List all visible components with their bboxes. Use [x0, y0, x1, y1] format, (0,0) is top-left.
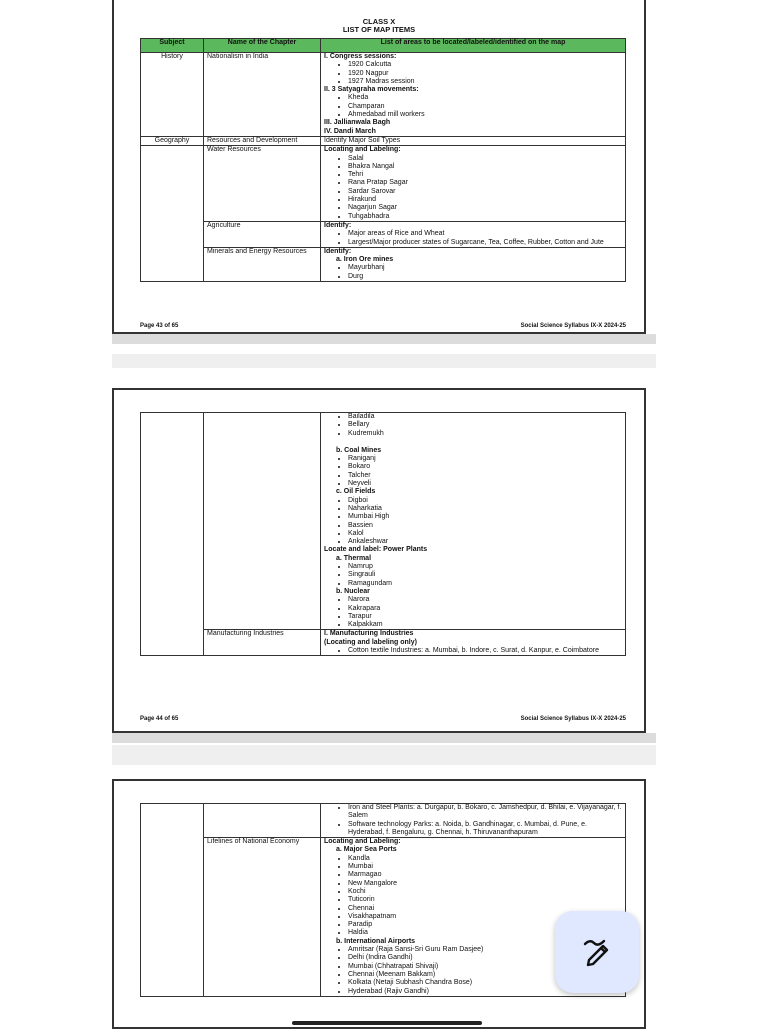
page-gap: [112, 745, 656, 765]
page-title: CLASS X LIST OF MAP ITEMS: [342, 17, 416, 34]
header-areas: List of areas to be located/labeled/identified on the map: [321, 39, 626, 53]
page-footer: [140, 716, 626, 722]
list: [324, 264, 622, 281]
areas-cell: Identify: • Major areas of Rice and Wheat • Largest/Major producer states of Sugarcane, Tea, Coffee, Rubber, Cotton and Jute: [321, 221, 626, 247]
list-item: • Iron and Steel Plants: a. Durgapur, b. Bokaro, c. Jamshedpur, d. Bhilai, e. Vijayanagar, f. Salem: [348, 804, 622, 821]
map-items-table: [140, 803, 626, 997]
list-item: • Kakrapara: [348, 605, 622, 613]
chapter-cell: [204, 804, 321, 838]
list-item: • 1927 Madras session: [348, 78, 622, 86]
list-item: • Rana Pratap Sagar: [348, 179, 622, 187]
list-item: • Tarapur: [348, 613, 622, 621]
areas-cell: Identify: a. Iron Ore mines • Mayurbhanj • Durg: [321, 247, 626, 281]
list: [324, 563, 622, 588]
list: [324, 455, 622, 488]
chapter-cell: Agriculture: [204, 221, 321, 247]
list-item: • Champaran: [348, 103, 622, 111]
page-gap: [112, 334, 656, 344]
list-item: • Bhakra Nangal: [348, 163, 622, 171]
list-item: • Ahmedabad mill workers: [348, 111, 622, 119]
list-item: • Tuhgabhadra: [348, 213, 622, 221]
page-gap: [112, 354, 656, 368]
list-item: • Major areas of Rice and Wheat: [348, 230, 622, 238]
table-row: [141, 53, 626, 137]
areas-cell: Locating and Labeling: a. Major Sea Ports • Kandla • Mumbai • Marmagao • New Mangalore • Kochi • Tuticorin • Chennai • Visakhapatnam • Paradip • Haldia b. International Airports • Amritsar (Raja Sansi-Sri Guru Ram Dasjee) • Delhi (Indira Gandhi) • Mumbai (Chhatrapati Shivaji) • Chennai (Meenam Bakkam) • Kolkata (Netaji Subhash Chandra Bose) • Hyderabad (Rajiv Gandhi): [321, 838, 626, 997]
areas-cell: I. Congress sessions: • 1920 Calcutta • 1920 Nagpur • 1927 Madras session II. 3 Satyagraha movements: • Kheda • Champaran • Ahmedabad mill workers III. Jallianwala Bagh IV. Dandi March: [321, 53, 626, 137]
list-item: • 1920 Calcutta: [348, 61, 622, 69]
annotate-button[interactable]: [555, 911, 639, 993]
document-page-43: [112, 0, 646, 334]
areas-cell: Locating and Labeling: • Salal • Bhakra Nangal • Tehri • Rana Pratap Sagar • Sardar Sarovar • Hirakund • Nagarjun Sagar • Tuhgabhadra: [321, 146, 626, 222]
list-item: • Mumbai (Chhatrapati Shivaji): [348, 963, 622, 971]
map-items-table: [140, 412, 626, 656]
list-item: • Kandla: [348, 855, 622, 863]
list-item: • Delhi (Indira Gandhi): [348, 954, 622, 962]
list-item: • Largest/Major producer states of Sugarcane, Tea, Coffee, Rubber, Cotton and Jute: [348, 239, 622, 247]
list-item: • Visakhapatnam: [348, 913, 622, 921]
list-item: • Kalpakkam: [348, 621, 622, 629]
list-item: • Ankaleshwar: [348, 538, 622, 546]
list: [324, 230, 622, 247]
list-item: • Durg: [348, 273, 622, 281]
list-item: • Kheda: [348, 94, 622, 102]
list-item: • Chennai: [348, 905, 622, 913]
list-item: • Bassien: [348, 522, 622, 530]
areas-cell: • Bailadila • Bellary • Kudremukh b. Coal Mines • Raniganj • Bokaro • Talcher • Neyveli c. Oil Fields • Digboi • Naharkatia • Mumbai High • Bassien • Kalol • Ankaleshwar Locate and label: Power Plants a. Thermal • Namrup • Singrauli • Ramagundam b. Nuclear • Narora • Kakrapara • Tarapur • Kalpakkam: [321, 413, 626, 630]
list-item: • 1920 Nagpur: [348, 70, 622, 78]
table-row: [141, 630, 626, 656]
table-row: [141, 804, 626, 838]
list-item: • Digboi: [348, 497, 622, 505]
list: [324, 61, 622, 86]
list-item: • Naharkatia: [348, 505, 622, 513]
list-item: • Kolkata (Netaji Subhash Chandra Bose): [348, 979, 622, 987]
list-item: • Neyveli: [348, 480, 622, 488]
subject-cell: [141, 804, 204, 997]
subject-cell: History: [141, 53, 204, 137]
chapter-cell: Water Resources: [204, 146, 321, 222]
list-item: • New Mangalore: [348, 880, 622, 888]
list-item: • Software technology Parks: a. Noida, b. Gandhinagar, c. Mumbai, d. Pune, e. Hyderabad, f. Bengaluru, g. Chennai, h. Thiruvananthapuram: [348, 821, 622, 838]
list-item: • Nagarjun Sagar: [348, 204, 622, 212]
list-item: • Ramagundam: [348, 580, 622, 588]
list: [324, 804, 622, 837]
list-item: • Kochi: [348, 888, 622, 896]
chapter-cell: Resources and Development: [204, 136, 321, 145]
list-item: • Kudremukh: [348, 430, 622, 438]
chapter-cell: Manufacturing Industries: [204, 630, 321, 656]
table-row: [141, 136, 626, 145]
list-item: • Narora: [348, 596, 622, 604]
list-item: • Bailadila: [348, 413, 622, 421]
list-item: • Marmagao: [348, 871, 622, 879]
list-item: • Bokaro: [348, 463, 622, 471]
list-item: • Cotton textile Industries: a. Mumbai, b. Indore, c. Surat, d. Kanpur, e. Coimbatore: [348, 647, 622, 655]
list-item: • Mumbai: [348, 863, 622, 871]
list-item: • Paradip: [348, 921, 622, 929]
subject-cell: [141, 413, 204, 656]
chapter-cell: Lifelines of National Economy: [204, 838, 321, 997]
list-item: • Amritsar (Raja Sansi-Sri Guru Ram Dasjee): [348, 946, 622, 954]
footer-title: Social Science Syllabus IX-X 2024-25: [520, 323, 626, 329]
subject-cell: [141, 146, 204, 282]
areas-cell: [321, 804, 626, 838]
chapter-cell: Nationalism in India: [204, 53, 321, 137]
home-indicator[interactable]: [292, 1021, 482, 1025]
page-gap: [112, 733, 656, 743]
list-item: • Mumbai High: [348, 513, 622, 521]
list-item: • Tehri: [348, 171, 622, 179]
list-item: • Talcher: [348, 472, 622, 480]
table-row: [141, 247, 626, 281]
list: [324, 94, 622, 119]
footer-title: Social Science Syllabus IX-X 2024-25: [520, 716, 626, 722]
list-item: • Hirakund: [348, 196, 622, 204]
list-item: • Raniganj: [348, 455, 622, 463]
page-number: Page 43 of 65: [140, 323, 179, 329]
table-row: [141, 413, 626, 630]
list-item: • Chennai (Meenam Bakkam): [348, 971, 622, 979]
subject-cell: Geography: [141, 136, 204, 145]
list-item: • Salal: [348, 155, 622, 163]
chapter-cell: Minerals and Energy Resources: [204, 247, 321, 281]
list-item: • Haldia: [348, 929, 622, 937]
table-row: [141, 838, 626, 997]
document-page-44: [112, 388, 646, 733]
edit-pen-icon: [580, 935, 614, 969]
table-row: [141, 146, 626, 222]
list-item: • Singrauli: [348, 571, 622, 579]
list: [324, 497, 622, 547]
table-header-row: [141, 39, 626, 53]
areas-cell: Identify Major Soil Types: [321, 136, 626, 145]
list-item: • Bellary: [348, 421, 622, 429]
page-number: Page 44 of 65: [140, 716, 179, 722]
list-item: • Mayurbhanj: [348, 264, 622, 272]
list: [324, 413, 622, 438]
list: [324, 647, 622, 655]
list-item: • Namrup: [348, 563, 622, 571]
chapter-cell: [204, 413, 321, 630]
list: [324, 155, 622, 221]
table-row: [141, 221, 626, 247]
map-items-table: [140, 38, 626, 282]
list-item: • Tuticorin: [348, 896, 622, 904]
header-subject: Subject: [141, 39, 204, 53]
page-footer: [140, 323, 626, 329]
list: [324, 596, 622, 629]
areas-cell: I. Manufacturing Industries (Locating and labeling only) • Cotton textile Industries: a. Mumbai, b. Indore, c. Surat, d. Kanpur, e. Coimbatore: [321, 630, 626, 656]
list-item: • Kalol: [348, 530, 622, 538]
list-item: • Hyderabad (Rajiv Gandhi): [348, 988, 622, 996]
header-chapter: Name of the Chapter: [204, 39, 321, 53]
list-item: • Sardar Sarovar: [348, 188, 622, 196]
